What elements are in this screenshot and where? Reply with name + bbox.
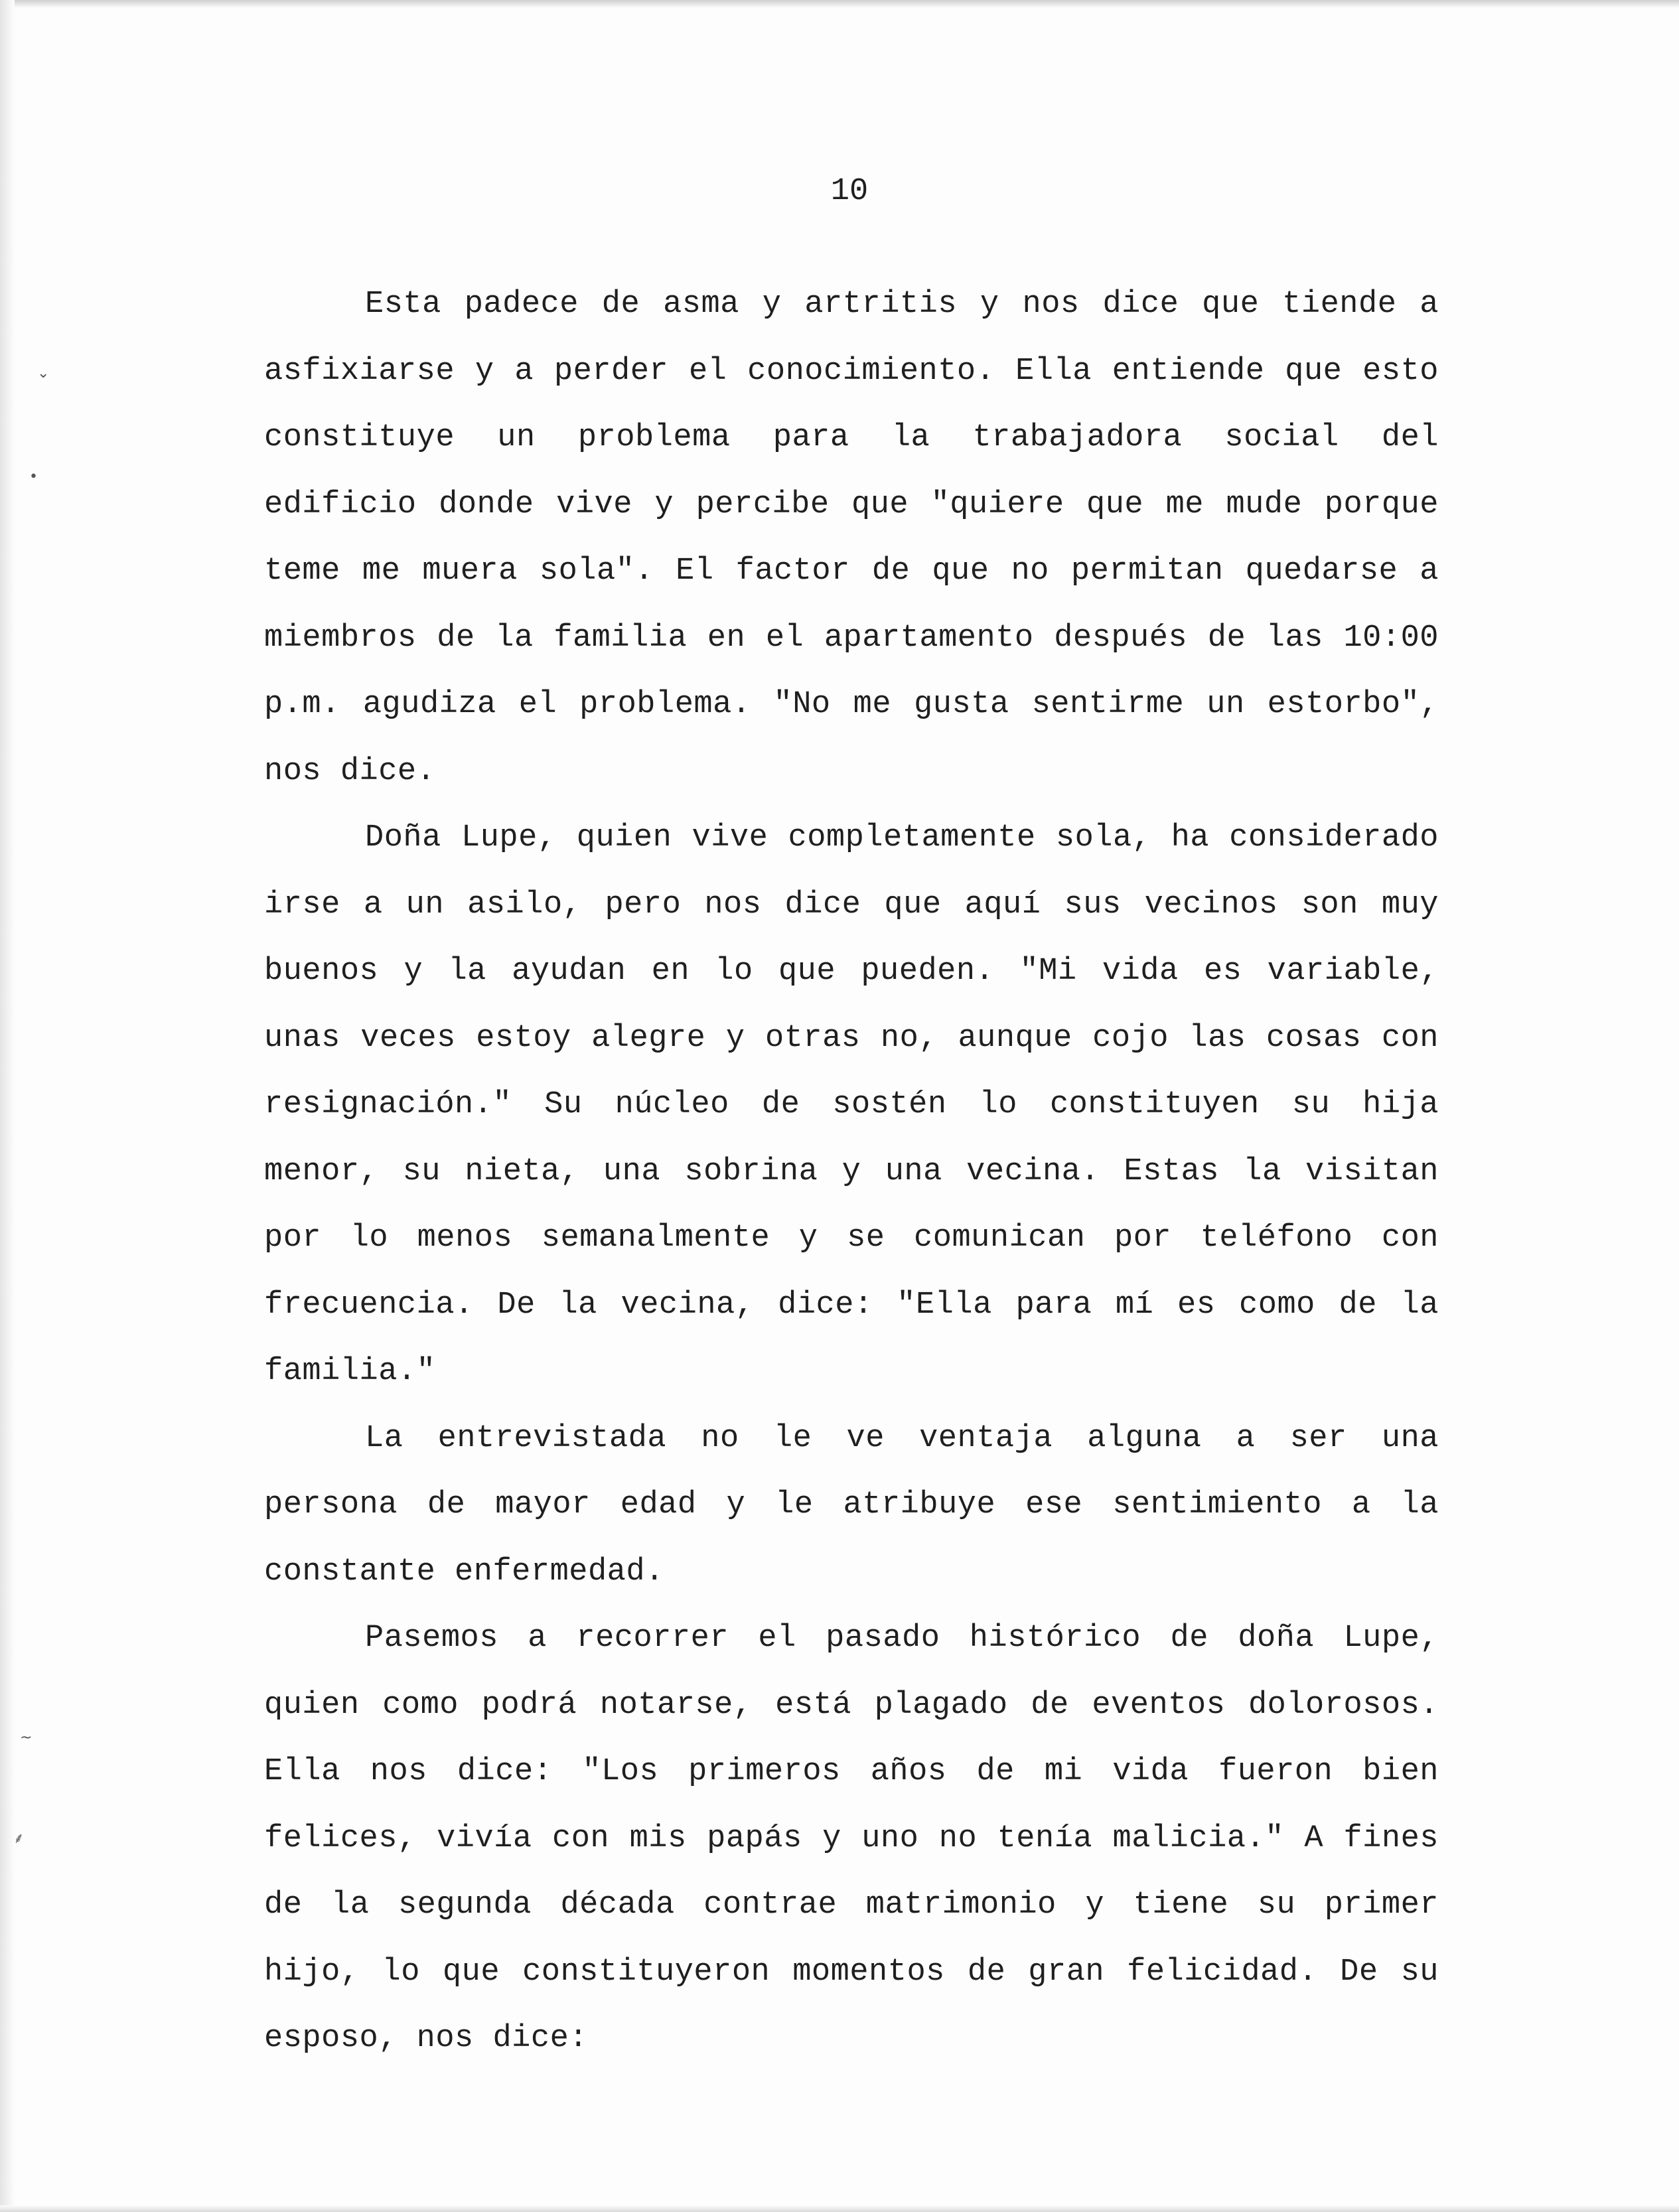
page-number: 10 bbox=[830, 174, 869, 209]
scan-edge-left bbox=[0, 0, 15, 2212]
paragraph: La entrevistada no le ve ventaja alguna a ser una persona de mayor edad y le atribuye ese sentimiento a la constante enfermedad. bbox=[264, 1420, 1439, 1589]
paragraph: Doña Lupe, quien vive completamente sola, ha considerado irse a un asilo, pero nos dice que aquí sus vecinos son muy buenos y la ayudan en lo que pueden. "Mi vida es variable, unas veces estoy alegre y otras no, aunque cojo las cosas con resignación." Su núcleo de sostén lo constituyen su hija menor, su nieta, una sobrina y una vecina. Estas la visitan por lo menos semanalmente y se comunican por teléfono con frecuencia. De la vecina, dice: "Ella para mí es como de la familia." bbox=[264, 820, 1439, 1389]
scan-speck: • bbox=[29, 469, 38, 485]
body-text bbox=[264, 271, 1439, 2073]
scan-speck: ⌄ bbox=[37, 365, 50, 382]
paragraph: Pasemos a recorrer el pasado histórico de doña Lupe, quien como podrá notarse, está plagado de eventos dolorosos. Ella nos dice: "Los primeros años de mi vida fueron bien felices, vivía con mis papás y uno no tenía malicia." A fines de la segunda década contrae matrimonio y tiene su primer hijo, lo que constituyeron momentos de gran felicidad. De su esposo, nos dice: bbox=[264, 1621, 1439, 2056]
scan-edge-bottom bbox=[0, 2205, 1679, 2212]
scan-speck: ~ bbox=[20, 1730, 33, 1746]
paragraph: Esta padece de asma y artritis y nos dice que tiende a asfixiarse y a perder el conocimiento. Ella entiende que esto constituye un problema para la trabajadora social del edificio donde vive y percibe que "quiere que me mude porque teme me muera sola". El factor de que no permitan quedarse a miembros de la familia en el apartamento después de las 10:00 p.m. agudiza el problema. "No me gusta sentirme un estorbo", nos dice. bbox=[264, 287, 1439, 789]
scan-speck: ⸙ bbox=[13, 1830, 25, 1847]
scan-edge-top bbox=[0, 0, 1679, 8]
